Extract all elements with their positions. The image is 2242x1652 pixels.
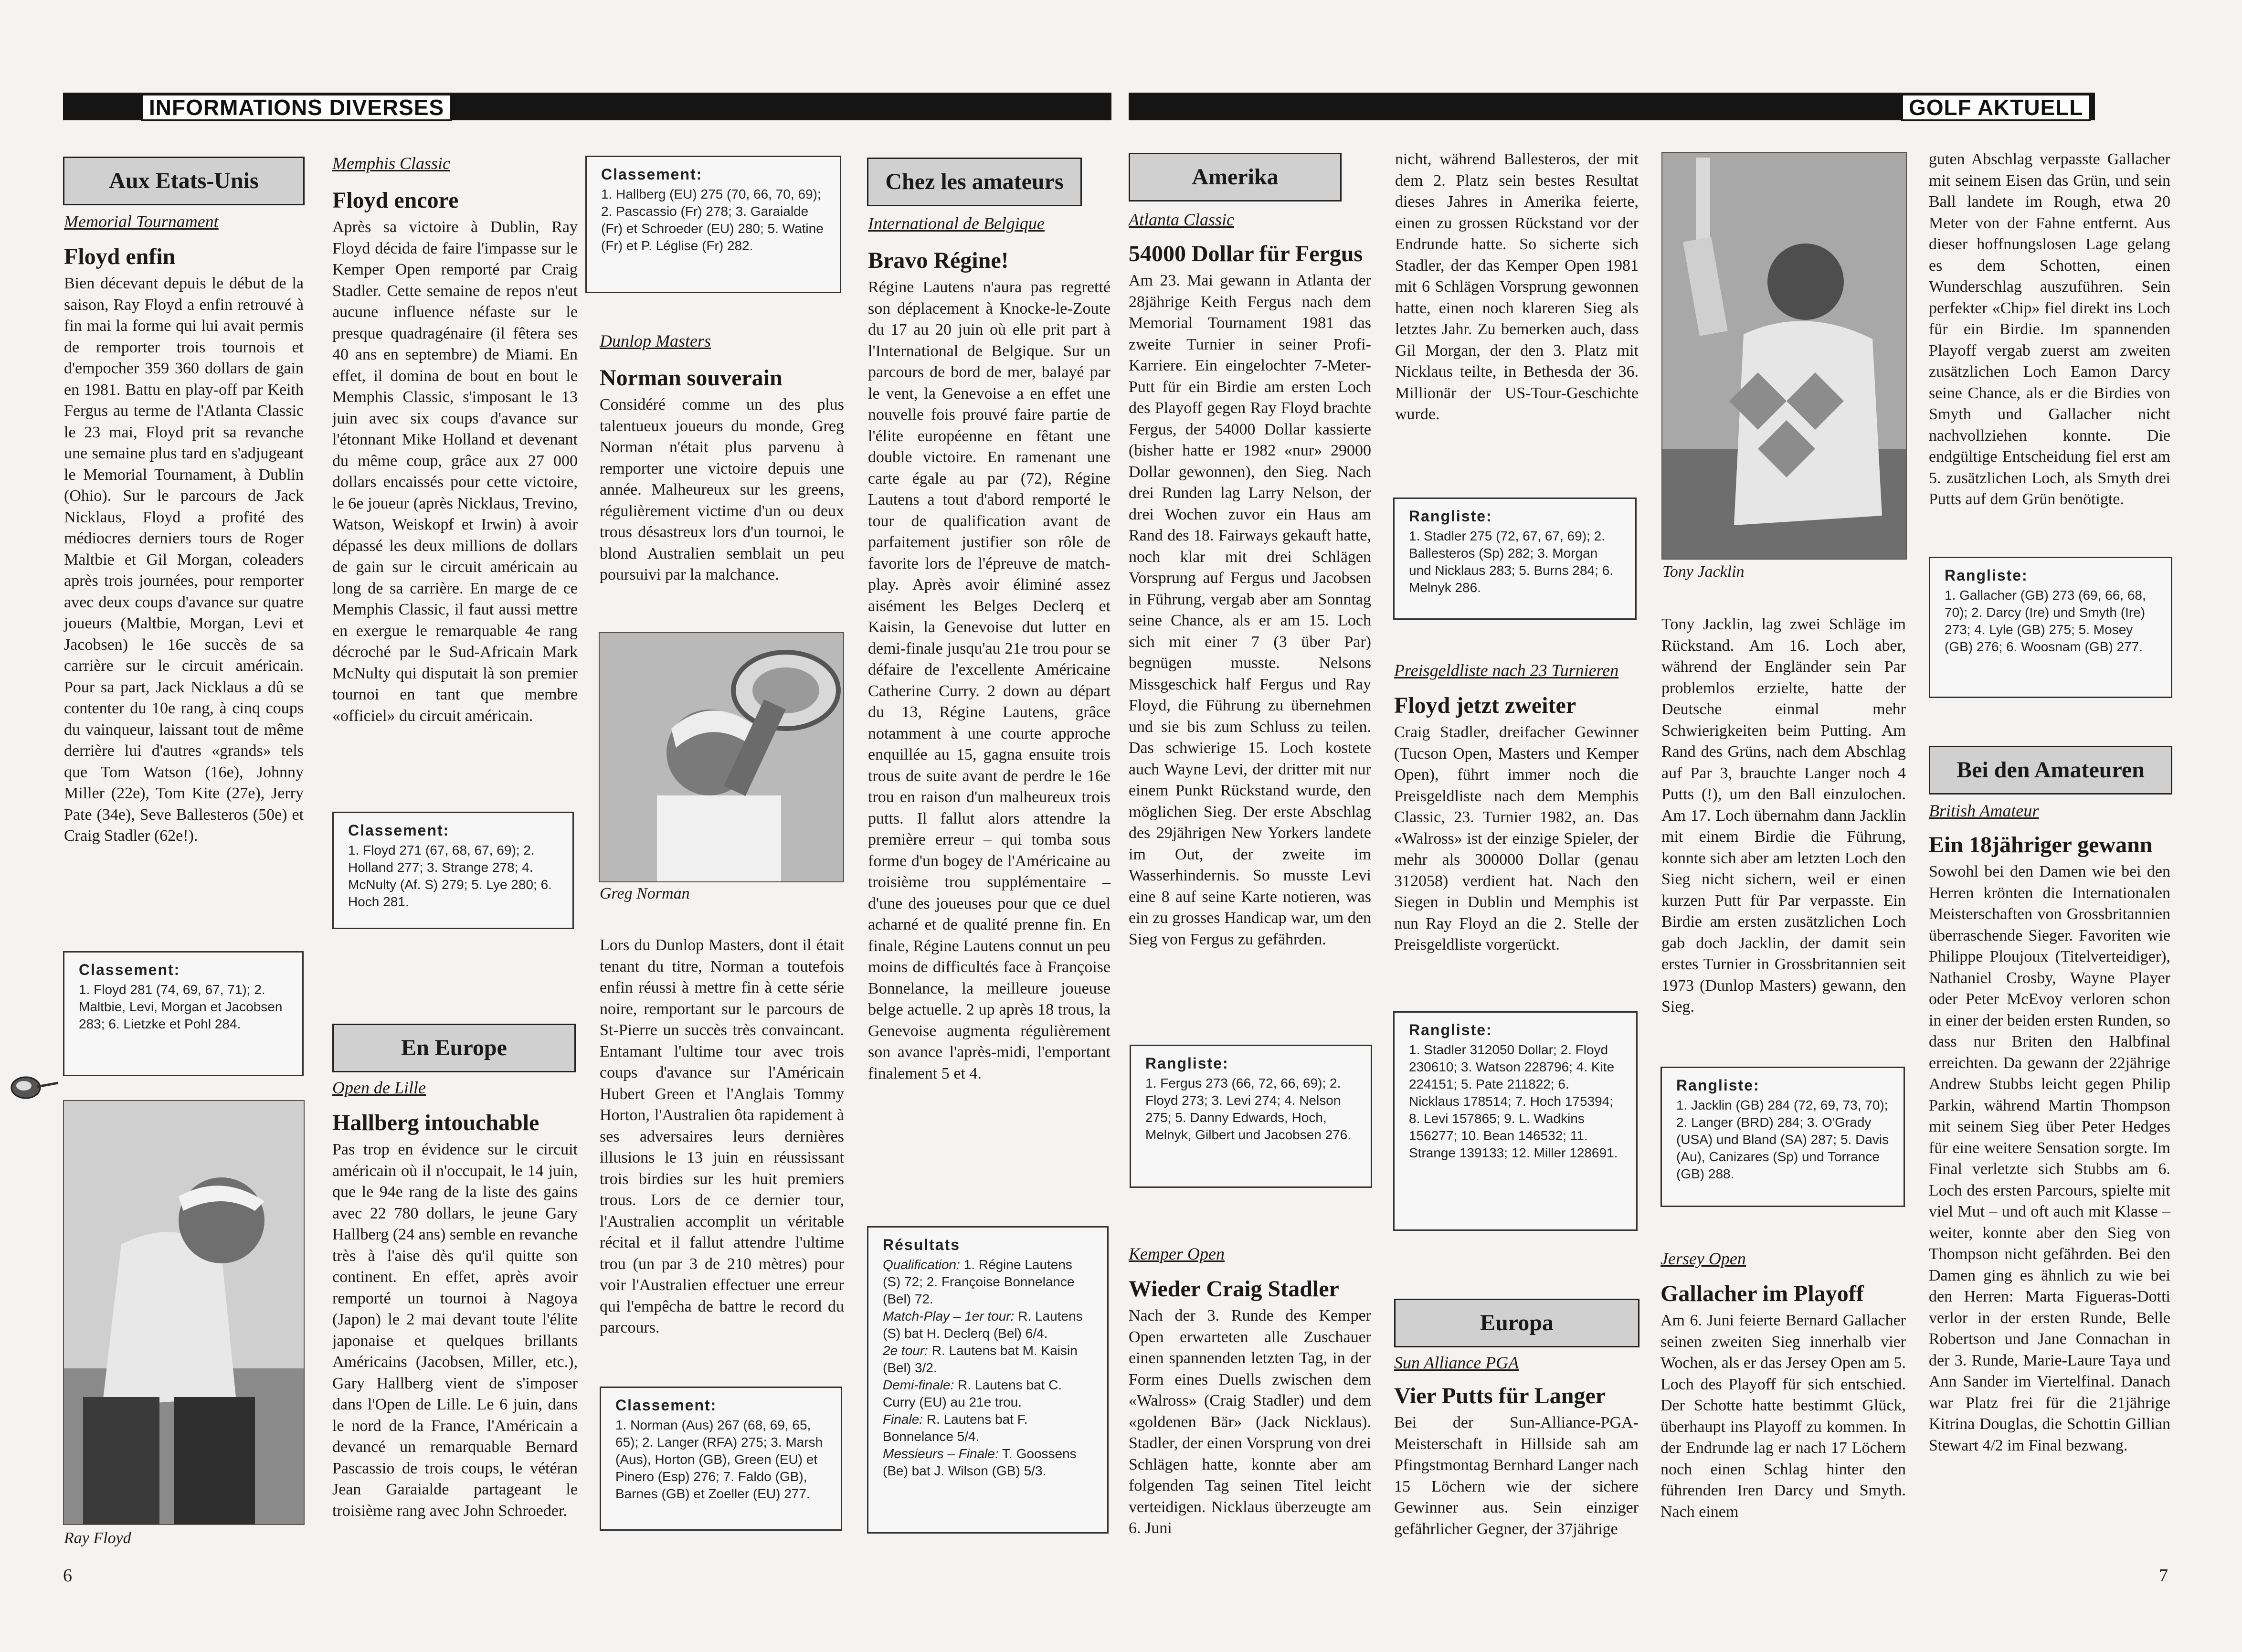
results-box [332, 812, 574, 929]
box-text: 1. Norman (Aus) 267 (68, 69, 65, 65); 2. Langer (RFA) 275; 3. Marsh (Aus), Horton (GB), Green (EU) et Pinero (Esp) 276; 7. Faldo (GB), Barnes (GB) et Zoeller (EU) 277. [615, 1418, 823, 1501]
box-text: 1. Gallacher (GB) 273 (69, 66, 68, 70); 2. Darcy (Ire) und Smyth (Ire) 273; 4. Lyle (GB) 275; 5. Mosey (GB) 276; 6. Woosnam (GB) 277. [1945, 588, 2146, 654]
headline: Floyd encore [332, 188, 459, 213]
article-text: Sowohl bei den Damen wie bei den Herren krönten die Internationalen Meisterschaften von Grossbritannien überraschende Sieger. Favoriten wie Philippe Ploujoux (Titelverteidiger), Nathaniel Crosby, Wayne Player oder Peter McEvoy verloren schon in einer der beiden ersten Runden, so dass nur Briten den Halbfinal erreichten. Da gewann der 22jährige Andrew Stubbs leicht gegen Philip Parkin, während Martin Thompson mit seinem Sieg über Peter Hedges für eine weitere Sensation sorgte. Im Final verletzte sich Stubbs am 6. Loch des ersten Parcours, spielte mit viel Mut – und oft auch mit Klasse – weiter, konnte aber den Sieg von Thompson nicht gefährden. Bei den Damen ging es ähnlich zu wie bei den Herren: Marta Figueras-Dotti verlor in der ersten Runde, Belle Robertson und Jane Connachan in der 3. Runde, Marie-Laure Taya und Ann Sander im Viertelfinal. Danach war Platz frei für die 21jährige Kitrina Douglas, die Schottin Gillian Stewart 4/2 im Final bezwang. [1929, 863, 2170, 1454]
box-text: 1. Fergus 273 (66, 72, 66, 69); 2. Floyd 273; 3. Levi 274; 4. Nelson 275; 5. Danny Edwards, Hoch, Melnyk, Gilbert und Jacobsen 276. [1145, 1076, 1352, 1142]
results-line [883, 1411, 1093, 1445]
right-header-label: GOLF AKTUELL [1901, 94, 2091, 121]
left-header-label: INFORMATIONS DIVERSES [141, 94, 452, 121]
article-vier-putts-fur-langer [1394, 1351, 1639, 1540]
box-title: Rangliste: [1145, 1055, 1229, 1072]
page-number-left: 6 [63, 1566, 72, 1586]
article-text: Lors du Dunlop Masters, dont il était tenant du titre, Norman a toutefois enfin réussi à mettre fin à cette série noire, remportant sur le parcours de St-Pierre un succès très convaincant. Entamant l'ultime tour avec trois coups d'avance sur l'Américain Hubert Green et l'Anglais Tommy Horton, l'Australien ôta rapidement à ses adversaires leurs dernières illusions le 13 juin en réussissant trois birdies sur les huit premiers trous. Lors de ce dernier tour, l'Australien accomplit un véritable récital et il fallut attendre l'ultime trou (un par 3 de 210 mètres) pour voir l'Australien effectuer une erreur qui l'empêcha de battre le record du parcours. [600, 936, 844, 1336]
section-label: Dunlop Masters [600, 331, 711, 350]
golf-club-icon [7, 1064, 59, 1107]
photo-greg-norman [599, 632, 844, 882]
section-label: Open de Lille [332, 1078, 426, 1097]
results-line [883, 1308, 1093, 1342]
results-line [883, 1445, 1093, 1480]
article-wieder-craig-stadler [1129, 1242, 1371, 1539]
article-floyd-enfin [64, 210, 304, 847]
results-label: Demi-finale: [883, 1377, 954, 1392]
section-label: Preisgeldliste nach 23 Turnieren [1394, 661, 1619, 680]
article-text: Régine Lautens n'aura pas regretté son déplacement à Knocke-le-Zoute du 17 au 20 juin où elle prit part à l'International de Belgique. Sur un parcours de bord de mer, balayé par le vent, la Genevoise a en effet une nouvelle fois prouvé faire partie de l'élite européenne en fêtant une double victoire. En ramenant une carte égale au par (72), Régine Lautens a tout d'abord remporté le tour de qualification avant de parfaitement justifier son rôle de favorite lors de l'épreuve de match-play. Après avoir éliminé assez aisément les Belges Declerq et Kaisin, la Genevoise dut lutter en demi-finale jusqu'au 21e trou pour se défaire de l'excellente Américaine Catherine Curry. 2 down au départ du 13, Régine Lautens, grâce notamment à une courte approche enquillée au 15, gagna ensuite trois trous de suite avant de perdre le 16e trou en raison d'un malheureux trois putts. Il fallut alors attendre la première erreur – qui tomba sous forme d'un bogey de l'Américaine au troisième trou supplémentaire – d'une des joueuses pour que ce duel acharné et de qualité prenne fin. En finale, Régine Lautens connut un peu moins de difficultés face à Françoise Bonnelance, la meilleure joueuse belge actuelle. 2 up après 18 trous, la Genevoise augmenta régulièrement son avance l'après-midi, l'emportant finalement 5 et 4. [868, 278, 1110, 1082]
article-54000-dollar-fur-fergus [1129, 208, 1371, 950]
section-label: Memphis Classic [332, 154, 450, 173]
box-text: 1. Hallberg (EU) 275 (70, 66, 70, 69); 2. Pascassio (Fr) 278; 3. Garaialde (Fr) et Schroeder (EU) 280; 5. Watine (Fr) et P. Léglise (Fr) 282. [601, 187, 824, 253]
results-text: R. Lautens (S) bat H. Declerq (Bel) 6/4. [883, 1309, 1083, 1341]
results-box [1929, 557, 2172, 698]
results-label: 2e tour: [883, 1343, 928, 1358]
results-text: 1. Régine Lautens (S) 72; 2. Françoise Bonnelance (Bel) 72. [883, 1257, 1075, 1306]
box-title: Rangliste: [1409, 1021, 1492, 1038]
article-text: Tony Jacklin, lag zwei Schläge im Rückstand. Am 16. Loch aber, während der Engländer sein Par problemlos erzielte, hatte der Deutsche einmal mehr Schwierigkeiten beim Putting. Am Rand des Grüns, nach dem Abschlag auf Par 3, brauchte Langer noch 4 Putts (!), um den Ball einzulochen. Am 17. Loch übernahm dann Jacklin mit einem Birdie die Führung, konnte sich aber am letzten Loch den Sieg nicht sichern, weil er einen kurzen Putt für Par verpasste. Ein Birdie am ersten zusätzlichen Loch gab doch Jacklin, der damit sein erstes Turnier in Grossbritannien seit 1973 (Dunlop Masters) gewann, den Sieg. [1661, 615, 1906, 1016]
article-text: Considéré comme un des plus talentueux joueurs du monde, Greg Norman n'était plus parvenu à remporter une victoire depuis une année. Malheureux sur les greens, régulièrement victime d'un ou deux trous désastreux lors d'un tournoi, le blond Australien semblait un peu poursuivi par la malchance. [600, 396, 844, 583]
article-text: Am 23. Mai gewann in Atlanta der 28jährige Keith Fergus nach dem Memorial Tournament 1981 das zweite Turnier in seiner Profi-Karriere. Ein eingelochter 7-Meter-Putt für ein Birdie am ersten Loch des Playoff gegen Ray Floyd brachte Fergus, der 54000 Dollar kassierte (bisher hatte er 1982 «nur» 29000 Dollar gewonnen), den Sieg. Nach drei Runden lag Larry Nelson, der drei Wochen zuvor ein Haus am Rand des 18. Fairways gekauft hatte, noch klar mit drei Schlägen Vorsprung auf Fergus und Jacobsen in Führung, vergab aber am Sonntag seine Chance, als er am 15. Loch sich mit einer 7 (3 über Par) begnügen musste. Nelsons Missgeschick half Fergus und Ray Floyd, die Führung zu übernehmen und sie bis zum Schluss zu teilen. Das schwierige 15. Loch kostete auch Wayne Levi, der dritter mit nur einem Punkt Rückstand wurde, den möglichen Sieg. Der erste Abschlag des 29jährigen New Yorkers landete im Out, der zweite im Wasserhindernis. So musste Levi eine 8 auf seine Karte notieren, was ein zu grosses Handicap war, um den Sieg von Fergus zu gefährden. [1129, 272, 1371, 948]
box-title: Classement: [601, 166, 703, 183]
headline: Wieder Craig Stadler [1129, 1276, 1339, 1302]
article-hallberg-intouchable [332, 1076, 578, 1522]
section-label: British Amateur [1929, 801, 2039, 820]
results-text: R. Lautens bat F. Bonnelance 5/4. [883, 1412, 1028, 1444]
photo-caption: Ray Floyd [64, 1529, 131, 1547]
box-text: 1. Stadler 275 (72, 67, 67, 69); 2. Ballesteros (Sp) 282; 3. Morgan und Nicklaus 283; 5. Burns 284; 6. Melnyk 286. [1409, 529, 1614, 595]
article-text: Craig Stadler, dreifacher Gewinner (Tucson Open, Masters und Kemper Open), führt immer noch die Preisgeldliste nach dem Memphis Classic, 23. Turnier 1982, an. Das «Walross» ist der einzige Spieler, der mehr als 300000 Dollar (genau 312058) verdient hat. Nach den Siegen in Dublin und Memphis ist nun Ray Floyd an die 2. Stelle der Preisgeldliste vorgerückt. [1394, 723, 1639, 953]
article-text: Pas trop en évidence sur le circuit américain où il n'occupait, le 14 juin, que le 94e rang de la liste des gains avec 22 780 dollars, le jeune Gary Hallberg (24 ans) semble en revanche très à l'aise dès qu'il quitte son continent. En effet, après avoir remporté un tournoi à Nagoya (Japon) le 2 mai devant toute l'élite japonaise et quelques brillants Américains (Jacobsen, Miller, etc.), Gary Hallberg vient de s'imposer dans l'Open de Lille. Le 6 juin, dans le nord de la France, l'Américain a devancé un remarquable Bernard Pascassio de trois coups, le vétéran Jean Garaialde partageant le troisième rang avec John Schroeder. [332, 1141, 578, 1520]
article-text: nicht, während Ballesteros, der mit dem 2. Platz sein bestes Resultat dieses Jahres in Amerika feierte, einen zu grossen Rückstand vor der Endrunde hatte. So sicherte sich Stadler, der das Kemper Open 1981 mit 6 Schlägen Vorsprung gewonnen hatte, einen noch klareren Sieg als letztes Jahr. Zu bemerken auch, dass Gil Morgan, der den 3. Platz mit Nicklaus teilte, in Bethesda der 36. Millionär der US-Tour-Geschichte wurde. [1395, 150, 1639, 423]
box-title: Rangliste: [1409, 508, 1492, 525]
photo-caption: Greg Norman [600, 885, 690, 902]
headline: Hallberg intouchable [332, 1110, 539, 1135]
results-box [585, 156, 841, 293]
article-langer-continued [1661, 614, 1906, 1018]
photo-tony-jacklin [1661, 152, 1907, 560]
section-box-europa: Europa [1394, 1299, 1639, 1347]
box-title: Classement: [615, 1397, 717, 1414]
article-stadler-continued [1395, 149, 1639, 425]
results-label: Messieurs – Finale: [883, 1446, 999, 1461]
headline: Floyd jetzt zweiter [1394, 693, 1576, 718]
article-ein-18jahriger-gewann [1929, 799, 2170, 1456]
section-box-amerika: Amerika [1129, 153, 1342, 201]
section-label: Kemper Open [1129, 1244, 1225, 1263]
article-text: Bien décevant depuis le début de la saison, Ray Floyd a enfin retrouvé à fin mai la forme qui lui avait permis de remporter trois tournois et d'empocher 359 360 dollars de gain en 1981. Battu en play-off par Keith Fergus au terme de l'Atlanta Classic le 23 mai, Floyd prit sa revanche une semaine plus tard en s'adjugeant le Memorial Tournament, à Dublin (Ohio). Sur le parcours de Jack Nicklaus, Floyd a profité des médiocres derniers tours de Roger Maltbie et Gil Morgan, coleaders après trois journées, pour remporter avec deux coups d'avance sur quatre joueurs (Maltbie, Morgan, Levi et Jacobsen) le 16e succès de sa carrière sur le circuit américain. Pour sa part, Jack Nicklaus a dû se contenter du 10e rang, à cinq coups du vainqueur, laissant tout de même derrière lui d'autres «grands» tels que Tom Watson (16e), Johnny Miller (22e), Tom Kite (27e), Jerry Pate (34e), Seve Ballesteros (50e) et Craig Stadler (62e!). [64, 275, 304, 845]
box-text: 1. Jacklin (GB) 284 (72, 69, 73, 70); 2. Langer (BRD) 284; 3. O'Grady (USA) und Bland (SA) 287; 5. Davis (Au), Canizares (Sp) und Torrance (GB) 288. [1676, 1098, 1889, 1181]
box-text: 1. Floyd 281 (74, 69, 67, 71); 2. Maltbie, Levi, Morgan et Jacobsen 283; 6. Lietzke et Pohl 284. [79, 982, 283, 1031]
results-label: Finale: [883, 1412, 923, 1427]
article-text: Am 6. Juni feierte Bernard Gallacher seinen zweiten Sieg innerhalb vier Wochen, als er das Jersey Open am 5. Loch des Playoff für sich entschied. Der Schotte hatte bestimmt Glück, überhaupt ins Playoff zu kommen. In der Endrunde lag er nach 17 Löchern noch einen Schlag hinter den führenden Iren Darcy und Smyth. Nach einem [1660, 1312, 1906, 1521]
headline: Ein 18jähriger gewann [1929, 832, 2153, 858]
headline: Floyd enfin [64, 244, 176, 269]
article-text: Après sa victoire à Dublin, Ray Floyd décida de faire l'impasse sur le Kemper Open remporté par Craig Stadler. Cette semaine de repos n'eut aucune influence néfaste sur le presque quadragénaire (il fêtera ses 40 ans en septembre) de Miami. En effet, il domina de bout en bout le Memphis Classic, s'imposant le 13 juin avec six coups d'avance sur l'étonnant Mike Holland et devenant du même coup, grâce aux 27 000 dollars encaissés pour cette victoire, le 6e joueur (après Nicklaus, Trevino, Watson, Weiskopf et Irwin) à avoir dépassé les deux millions de dollars de gain sur le circuit américain au long de sa carrière. En marge de ce Memphis Classic, il faut aussi mettre en exergue le remarquable 4e rang décroché par le Sud-Africain Mark McNulty qui disputait là son premier tournoi en tant que membre «officiel» du circuit américain. [332, 218, 578, 725]
article-text: Nach der 3. Runde des Kemper Open erwarteten alle Zuschauer einen spannenden letzten Tag, in der Form eines Duells zwischen dem «Walross» (Craig Stadler) und dem «goldenen Bär» (Jack Nicklaus). Stadler, der einen Vorsprung von drei Schlägen hatte, konnte aber am folgenden Tag seinen Titel leicht verteidigen. Nicklaus überzeugte am 6. Juni [1129, 1307, 1371, 1537]
article-text: guten Abschlag verpasste Gallacher mit seinem Eisen das Grün, und sein Ball landete im Rough, etwa 20 Meter von der Fahne entfernt. Aus dieser hoffnungslosen Lage gelang es dem Schotten, einen Wunderschlag auszuführen. Sein perfekter «Chip» fiel direkt ins Loch für ein Birdie. Im spannenden Playoff vergab zuerst am zweiten zusätzlichen Loch Eamon Darcy seine Chance, als er die Birdies von Smyth und Gallacher nicht nachvollziehen konnte. Die endgültige Entscheidung fiel erst am 5. zusätzlichen Loch, als Smyth drei Putts auf dem Grün benötigte. [1929, 150, 2170, 508]
photo-caption: Tony Jacklin [1662, 563, 1745, 581]
headline: Bravo Régine! [868, 248, 1009, 273]
box-text: 1. Floyd 271 (67, 68, 67, 69); 2. Holland 277; 3. Strange 278; 4. McNulty (Af. S) 279; 5. Lye 280; 6. Hoch 281. [348, 843, 552, 909]
section-label: Jersey Open [1660, 1249, 1746, 1268]
box-text: 1. Stadler 312050 Dollar; 2. Floyd 230610; 3. Watson 228796; 4. Kite 224151; 5. Pate 211822; 6. Nicklaus 178514; 7. Hoch 175394; 8. Levi 157865; 9. L. Wadkins 156277; 10. Bean 146532; 11. Strange 139133; 12. Miller 128691. [1409, 1042, 1618, 1160]
article-bravo-regine [868, 212, 1110, 1084]
results-line [883, 1256, 1093, 1308]
article-norman-souverain-continued [600, 935, 844, 1339]
results-label: Qualification: [883, 1257, 960, 1272]
page-number-right: 7 [2159, 1566, 2168, 1586]
headline: Vier Putts für Langer [1394, 1383, 1606, 1408]
article-text: Bei der Sun-Alliance-PGA-Meisterschaft in Hillside sah am Pfingstmontag Bernhard Langer nach 15 Löchern wie der sichere Gewinner aus. Sein einziger gefährlicher Gegner, der 37jährige [1394, 1414, 1639, 1538]
box-title: Résultats [883, 1236, 961, 1253]
results-text: T. Goossens (Be) bat J. Wilson (GB) 5/3. [883, 1446, 1077, 1478]
headline: 54000 Dollar für Fergus [1129, 241, 1363, 266]
box-title: Classement: [79, 961, 180, 978]
results-line [883, 1377, 1093, 1411]
results-box [1660, 1067, 1905, 1207]
section-label: International de Belgique [868, 214, 1045, 233]
headline: Norman souverain [600, 365, 783, 391]
headline: Gallacher im Playoff [1660, 1281, 1864, 1306]
results-label: Match-Play – 1er tour: [883, 1309, 1015, 1324]
section-label: Sun Alliance PGA [1394, 1353, 1519, 1372]
results-box [1393, 498, 1637, 620]
box-title: Rangliste: [1676, 1077, 1760, 1094]
article-gallacher-continued [1929, 149, 2170, 510]
section-box-chez-les-amateurs: Chez les amateurs [867, 158, 1082, 206]
article-norman-souverain [600, 329, 844, 586]
section-box-aux-etats-unis: Aux Etats-Unis [63, 157, 305, 205]
article-floyd-encore [332, 152, 578, 727]
results-box [600, 1387, 842, 1531]
results-box [1393, 1011, 1638, 1231]
section-box-bei-den-amateuren: Bei den Amateuren [1929, 746, 2172, 794]
results-box [1130, 1045, 1372, 1188]
photo-ray-floyd [63, 1100, 305, 1525]
results-line [883, 1342, 1093, 1377]
article-floyd-jetzt-zweiter [1394, 659, 1639, 956]
section-box-en-europe: En Europe [332, 1024, 576, 1072]
results-text: R. Lautens bat M. Kaisin (Bel) 3/2. [883, 1343, 1078, 1375]
box-title: Classement: [348, 822, 450, 839]
section-label: Memorial Tournament [64, 212, 219, 231]
article-gallacher-im-playoff [1660, 1247, 1906, 1523]
section-label: Atlanta Classic [1129, 210, 1235, 229]
results-box [867, 1226, 1109, 1534]
box-title: Rangliste: [1945, 567, 2028, 584]
results-text: R. Lautens bat C. Curry (EU) au 21e trou. [883, 1377, 1062, 1409]
results-box [63, 951, 304, 1076]
